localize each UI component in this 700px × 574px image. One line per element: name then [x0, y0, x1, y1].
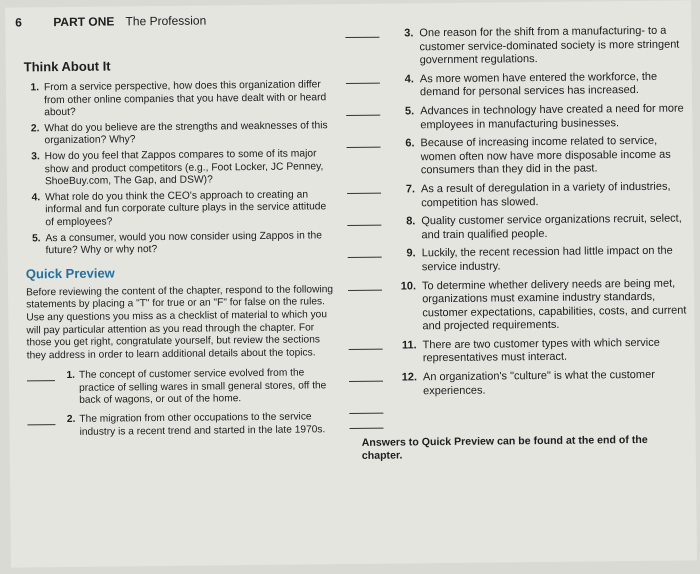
statement-text: The concept of customer service evolved from the practice of selling wares in small general stores, off the back of wagons, or out of the home.	[79, 367, 337, 407]
think-question: 5. As a consumer, would you now consider using Zappos in the future? Why or why not?	[43, 230, 335, 258]
statement-text: Luckily, the recent recession had little impact on the service industry.	[422, 245, 688, 275]
statement-number: 4.	[396, 73, 414, 87]
answer-blank[interactable]	[346, 115, 380, 116]
statement-number: 11.	[399, 339, 417, 353]
statement-number: 2.	[61, 414, 75, 427]
answer-blank[interactable]	[347, 147, 381, 148]
statement-text: Because of increasing income related to service, women often now have more disposable income as consumers than they did in the past.	[420, 135, 686, 179]
answer-blank[interactable]	[347, 225, 381, 226]
statement-item	[349, 416, 689, 430]
think-question: 4. What role do you think the CEO's approach to creating an informal and fun corporate culture plays in the service attitude of employees?	[43, 189, 335, 230]
think-question: 3. How do you feel that Zappos compares to some of its major show and product competitors (e.g., Foot Locker, JC Penney, ShoeBuy.com, The Gap, and DSW)?	[43, 148, 335, 189]
statement-item	[349, 369, 689, 400]
part-label: PART ONE	[53, 14, 114, 29]
quick-preview-intro: Before reviewing the content of the chapter, respond to the following statements by placing a "T" for true or an "F" for false on the rules. Use any questions you miss as a checklist of material to which you will pay particular attention as you read through the chapter. For those you get right, congratulate yourself, but review the sections they address in order to learn additional details about the topics.	[26, 284, 337, 363]
statement-number: 7.	[397, 183, 415, 197]
statement-text: The migration from other occupations to the service industry is a recent trend and started in the late 1970s.	[79, 411, 337, 439]
statement-text: Quality customer service organizations recruit, select, and train qualified people.	[421, 213, 687, 243]
statement-item	[27, 367, 337, 408]
answer-blank[interactable]	[348, 257, 382, 258]
statement-item	[348, 277, 689, 335]
statement-text	[423, 401, 689, 404]
statement-item	[348, 245, 688, 276]
right-column	[345, 24, 690, 463]
statement-item	[345, 24, 685, 68]
statement-text: One reason for the shift from a manufacturing- to a customer service-dominated society is more stringent government regulations.	[419, 24, 685, 68]
statement-item	[346, 135, 686, 179]
statement-item	[347, 213, 687, 244]
quick-preview-heading: Quick Preview	[26, 263, 336, 281]
answer-blank[interactable]	[347, 193, 381, 194]
statement-item	[349, 336, 689, 367]
think-about-it-heading: Think About It	[24, 56, 334, 74]
answer-blank[interactable]	[349, 381, 383, 382]
answer-blank[interactable]	[27, 380, 55, 381]
statement-text	[423, 416, 689, 419]
page-header	[15, 14, 206, 30]
think-question: 1. From a service perspective, how does this organization differ from other online companies that you have dealt with or heard about?	[42, 79, 334, 120]
statement-number: 5.	[396, 105, 414, 119]
answer-blank[interactable]	[350, 428, 384, 429]
statement-number: 9.	[398, 248, 416, 262]
statement-text: To determine whether delivery needs are being met, organizations must examine industry standards, customer expectations, capabilities, costs, and current and projected requirements.	[422, 277, 689, 334]
statement-number: 6.	[396, 137, 414, 151]
statement-number: 3.	[395, 27, 413, 41]
left-column	[24, 56, 338, 445]
statement-item	[346, 70, 686, 101]
statement-number: 12.	[399, 371, 417, 385]
statement-item	[349, 401, 689, 415]
statement-number: 1.	[61, 370, 75, 383]
answers-note: Answers to Quick Preview can be found at the end of the chapter.	[362, 434, 682, 463]
statement-item	[346, 102, 686, 133]
answer-blank[interactable]	[346, 82, 380, 83]
statement-text: As a result of deregulation in a variety of industries, competition has slowed.	[421, 180, 687, 210]
answer-blank[interactable]	[345, 37, 379, 38]
statement-item	[347, 180, 687, 211]
think-question: 2. What do you believe are the strengths and weaknesses of this organization? Why?	[42, 120, 334, 148]
answer-blank[interactable]	[349, 349, 383, 350]
statement-number: 8.	[397, 215, 415, 229]
statement-text: There are two customer types with which service representatives must interact.	[423, 336, 689, 366]
statement-item	[27, 411, 337, 439]
section-title: The Profession	[125, 14, 206, 29]
statement-number: 10.	[398, 280, 416, 294]
answer-blank[interactable]	[27, 424, 55, 425]
think-about-it-list	[24, 79, 336, 258]
statement-text: As more women have entered the workforce, the demand for personal services has increased.	[420, 70, 686, 100]
statement-text: An organization's "culture" is what the customer experiences.	[423, 369, 689, 399]
answer-blank[interactable]	[349, 413, 383, 414]
page-number: 6	[15, 15, 22, 29]
answer-blank[interactable]	[348, 289, 382, 290]
statement-text: Advances in technology have created a need for more employees in manufacturing businesses.	[420, 102, 686, 132]
textbook-page	[5, 0, 697, 567]
